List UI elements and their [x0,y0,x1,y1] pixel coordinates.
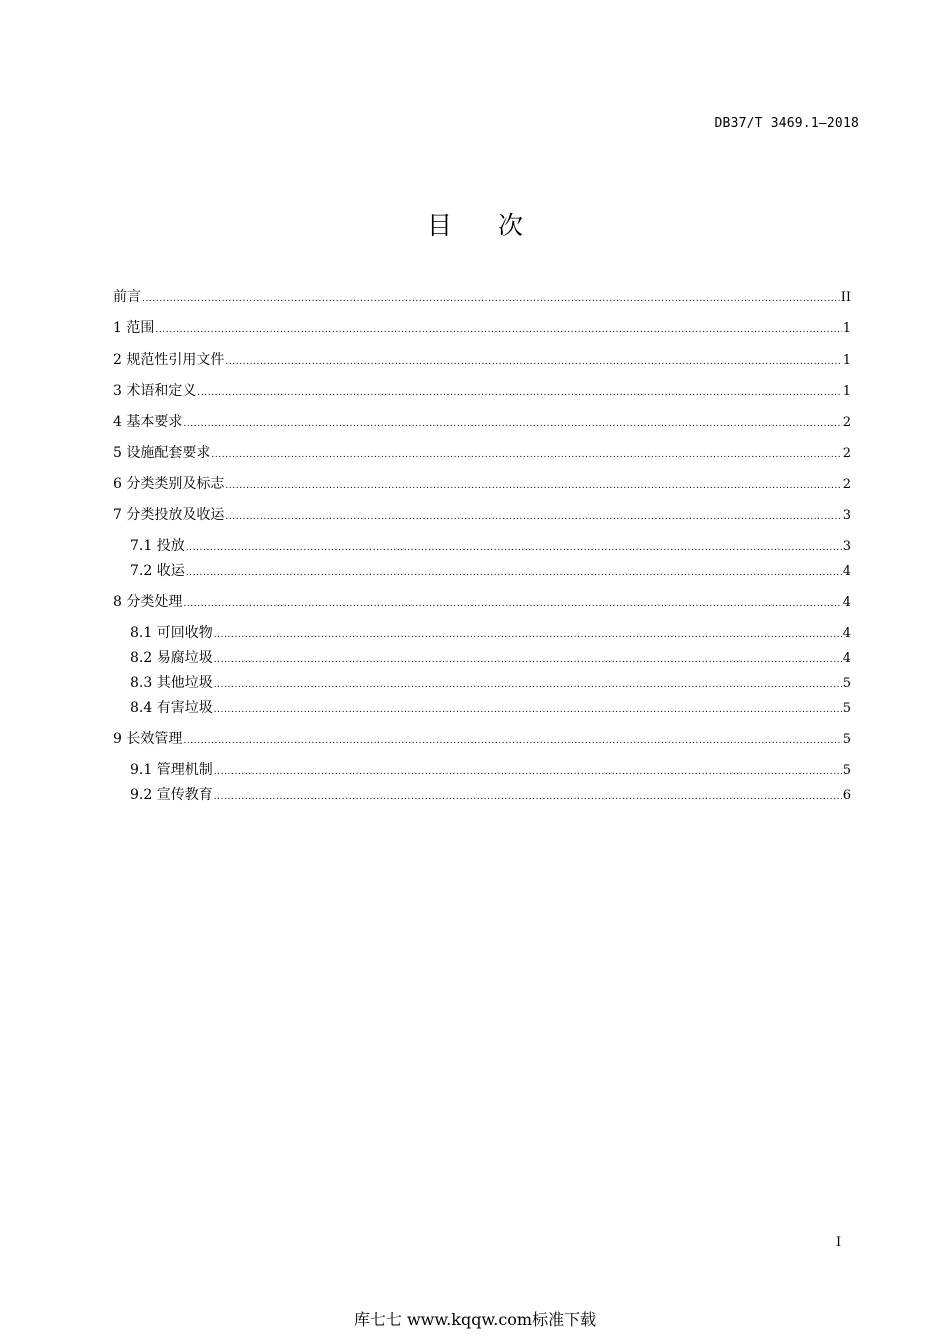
toc-leader-dots [211,446,841,464]
toc-entry-page: 3 [842,508,851,523]
toc-entry-normative-references[interactable] [113,351,851,369]
toc-entry-label: 8.4 有害垃圾 [130,700,213,716]
toc-entry-label: 8.3 其他垃圾 [130,675,213,691]
toc-entry-terms[interactable] [113,382,851,400]
toc-leader-dots [197,384,841,402]
toc-entry-label: 9.1 管理机制 [130,762,213,778]
toc-entry-disposal-collection[interactable] [113,506,851,524]
toc-entry-page: 1 [842,353,851,368]
toc-entry-label: 9 长效管理 [113,731,183,747]
toc-leader-dots [186,564,842,582]
toc-entry-facility-requirements[interactable] [113,444,851,462]
toc-entry-label: 2 规范性引用文件 [113,352,225,368]
toc-entry-page: 4 [842,651,851,666]
toc-leader-dots [225,477,841,495]
toc-leader-dots [214,788,842,806]
toc-leader-dots [186,539,842,557]
toc-entry-label: 1 范围 [113,320,155,336]
page-number: I [836,1235,842,1250]
toc-entry-page: 6 [842,788,851,803]
toc-entry-page: II [840,290,851,305]
toc-entry-page: 4 [842,564,851,579]
toc-leader-dots [183,595,841,613]
toc-entry-label: 8.2 易腐垃圾 [130,650,213,666]
toc-leader-dots [183,732,841,750]
toc-leader-dots [225,353,841,371]
toc-entry-page: 1 [842,384,851,399]
toc-entry-9-1[interactable] [130,761,851,779]
toc-entry-7-1[interactable] [130,537,851,555]
toc-entry-page: 4 [842,595,851,610]
toc-entry-8-3[interactable] [130,674,851,692]
toc-leader-dots [183,415,841,433]
toc-entry-label: 7.1 投放 [130,538,185,554]
toc-entry-label: 6 分类类别及标志 [113,476,225,492]
toc-entry-label: 4 基本要求 [113,414,183,430]
toc-entry-label: 9.2 宣传教育 [130,787,213,803]
toc-entry-label: 7.2 收运 [130,563,185,579]
toc-entry-foreword[interactable] [113,288,851,306]
toc-entry-9-2[interactable] [130,786,851,804]
toc-leader-dots [155,321,841,339]
toc-entry-label: 8 分类处理 [113,594,183,610]
toc-leader-dots [142,290,840,308]
toc-entry-7-2[interactable] [130,562,851,580]
toc-leader-dots [225,508,841,526]
toc-entry-page: 2 [842,415,851,430]
toc-entry-page: 5 [842,701,851,716]
toc-entry-classified-treatment[interactable] [113,593,851,611]
toc-entry-long-term-management[interactable] [113,730,851,748]
toc-entry-8-1[interactable] [130,624,851,642]
toc-entry-page: 5 [842,763,851,778]
toc-entry-page: 5 [842,732,851,747]
toc-entry-page: 5 [842,676,851,691]
toc-entry-label: 5 设施配套要求 [113,445,211,461]
toc-entry-8-4[interactable] [130,699,851,717]
toc-entry-page: 4 [842,626,851,641]
toc-leader-dots [214,701,842,719]
toc-entry-label: 7 分类投放及收运 [113,507,225,523]
toc-entry-page: 2 [842,477,851,492]
toc-leader-dots [214,676,842,694]
toc-entry-page: 3 [842,539,851,554]
toc-entry-8-2[interactable] [130,649,851,667]
document-code: DB37/T 3469.1—2018 [714,116,859,131]
toc-entry-page: 2 [842,446,851,461]
toc-entry-label: 前言 [113,289,141,305]
toc-list [113,0,851,900]
footer-watermark: 库七七 www.kqqw.com标准下载 [353,1310,597,1329]
toc-leader-dots [214,626,842,644]
toc-entry-basic-requirements[interactable] [113,413,851,431]
toc-entry-page: 1 [842,321,851,336]
toc-entry-label: 8.1 可回收物 [130,625,213,641]
toc-entry-categories-signs[interactable] [113,475,851,493]
toc-title: 目次 [426,211,569,240]
toc-entry-scope[interactable] [113,319,851,337]
toc-leader-dots [214,651,842,669]
toc-leader-dots [214,763,842,781]
toc-entry-label: 3 术语和定义 [113,383,197,399]
